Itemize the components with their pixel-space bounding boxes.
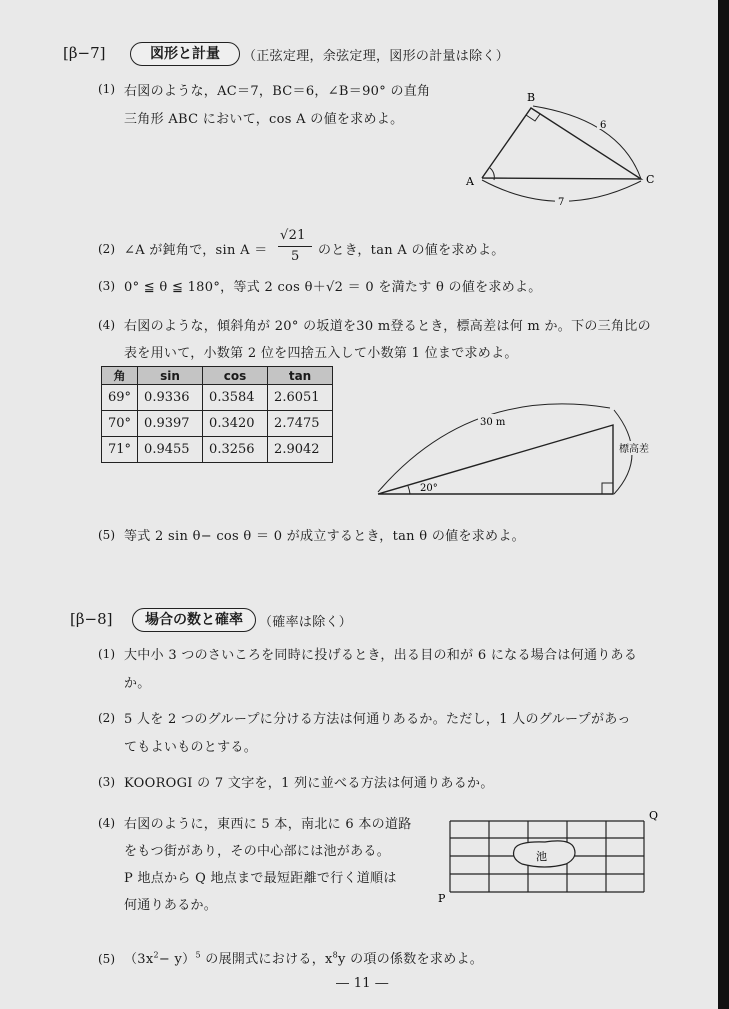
exponent: 2 (153, 950, 159, 960)
question-text: 0° ≦ θ ≦ 180°，等式 2 cos θ＋√2 ＝ 0 を満たす θ の値を求めよ。 (124, 280, 542, 295)
expr-part: y の項の係数を求めよ。 (338, 952, 484, 967)
question-text: のとき，tan A の値を求めよ。 (318, 243, 505, 258)
table-cell: 2.7475 (268, 411, 333, 437)
question-text: をもつ街があり，その中心部には池がある。 (124, 844, 391, 859)
question-text: 等式 2 sin θ− cos θ ＝ 0 が成立するとき，tan θ の値を求めよ。 (124, 529, 525, 544)
table-cell: 0.9397 (138, 411, 203, 437)
vertex-label-c: C (646, 173, 655, 186)
exponent: 5 (195, 950, 201, 960)
section-note: （正弦定理，余弦定理，図形の計量は除く） (243, 49, 510, 64)
question-text: 右図のように，東西に 5 本，南北に 6 本の道路 (124, 817, 412, 832)
table-header: sin (138, 367, 203, 385)
table-header: cos (203, 367, 268, 385)
side-label-bc: 6 (600, 120, 607, 131)
question-number: (2) (98, 242, 115, 256)
angle-label: 20° (420, 483, 438, 494)
exponent: 8 (332, 950, 339, 960)
section-label: [β−7] (63, 44, 106, 62)
expr-part: − y） (158, 952, 196, 967)
table-cell: 2.6051 (268, 385, 333, 411)
point-label-q: Q (649, 809, 659, 822)
side-label-ac: 7 (558, 197, 565, 208)
vertex-label-b: B (527, 91, 536, 104)
point-label-p: P (438, 892, 446, 905)
table-cell: 70° (102, 411, 138, 437)
pond-label: 池 (536, 850, 547, 863)
question-number: (2) (98, 711, 115, 725)
slope-sides (378, 425, 613, 494)
question-number: (5) (98, 952, 115, 966)
question-number: (1) (98, 82, 115, 96)
table-cell: 0.3584 (203, 385, 268, 411)
angle-arc (408, 486, 410, 494)
page-number: ― 11 ― (336, 976, 389, 991)
question-text: 三角形 ABC において，cos A の値を求めよ。 (124, 112, 404, 127)
right-angle-mark (526, 114, 540, 121)
height-label: 標高差 (619, 444, 649, 455)
expr-part: （3x (124, 952, 154, 967)
question-text: 右図のような，傾斜角が 20° の坂道を30 m登るとき，標高差は何 m か。下の三角比の (124, 319, 651, 334)
question-text: 何通りあるか。 (124, 898, 218, 913)
question-number: (3) (98, 279, 115, 293)
question-text: てもよいものとする。 (124, 740, 258, 755)
slope-length-label: 30 m (480, 417, 506, 428)
question-number: (4) (98, 816, 115, 830)
table-cell: 0.9336 (138, 385, 203, 411)
table-cell: 0.3256 (203, 437, 268, 463)
table-cell: 0.3420 (203, 411, 268, 437)
table-cell: 71° (102, 437, 138, 463)
table-header: tan (268, 367, 333, 385)
question-number: (5) (98, 528, 115, 542)
section-pill: 図形と計量 (130, 42, 240, 66)
triangle-abc-figure (482, 106, 641, 201)
vertex-label-a: A (466, 175, 474, 188)
section-label: [β−8] (70, 610, 113, 628)
table-cell: 0.9455 (138, 437, 203, 463)
question-text: 5 人を 2 つのグループに分ける方法は何通りあるか。ただし，1 人のグループがあっ (124, 712, 631, 727)
section-note: （確率は除く） (259, 615, 353, 630)
question-text: か。 (124, 676, 151, 691)
question-number: (3) (98, 775, 115, 789)
question-text: P 地点から Q 地点まで最短距離で行く道順は (124, 871, 397, 886)
question-text: ∠A が鈍角で，sin A ＝ (124, 243, 268, 258)
question-text: 右図のような，AC＝7，BC＝6，∠B＝90° の直角 (124, 84, 431, 99)
question-number: (4) (98, 318, 115, 332)
table-cell: 2.9042 (268, 437, 333, 463)
question-text: KOOROGI の 7 文字を，1 列に並べる方法は何通りあるか。 (124, 776, 494, 791)
fraction-numerator: √21 (280, 228, 306, 243)
triangle-sides (482, 108, 641, 179)
question-number: (1) (98, 647, 115, 661)
section-pill: 場合の数と確率 (132, 608, 256, 632)
question-text: 表を用いて，小数第 2 位を四捨五入して小数第 1 位まで求めよ。 (124, 346, 518, 361)
right-angle-mark (602, 483, 613, 494)
table-cell: 69° (102, 385, 138, 411)
question-text: 大中小 3 つのさいころを同時に投げるとき，出る目の和が 6 になる場合は何通りある (124, 648, 638, 663)
fraction-denominator: 5 (291, 249, 300, 264)
expr-part: の展開式における，x (200, 952, 333, 967)
table-header: 角 (102, 367, 138, 385)
